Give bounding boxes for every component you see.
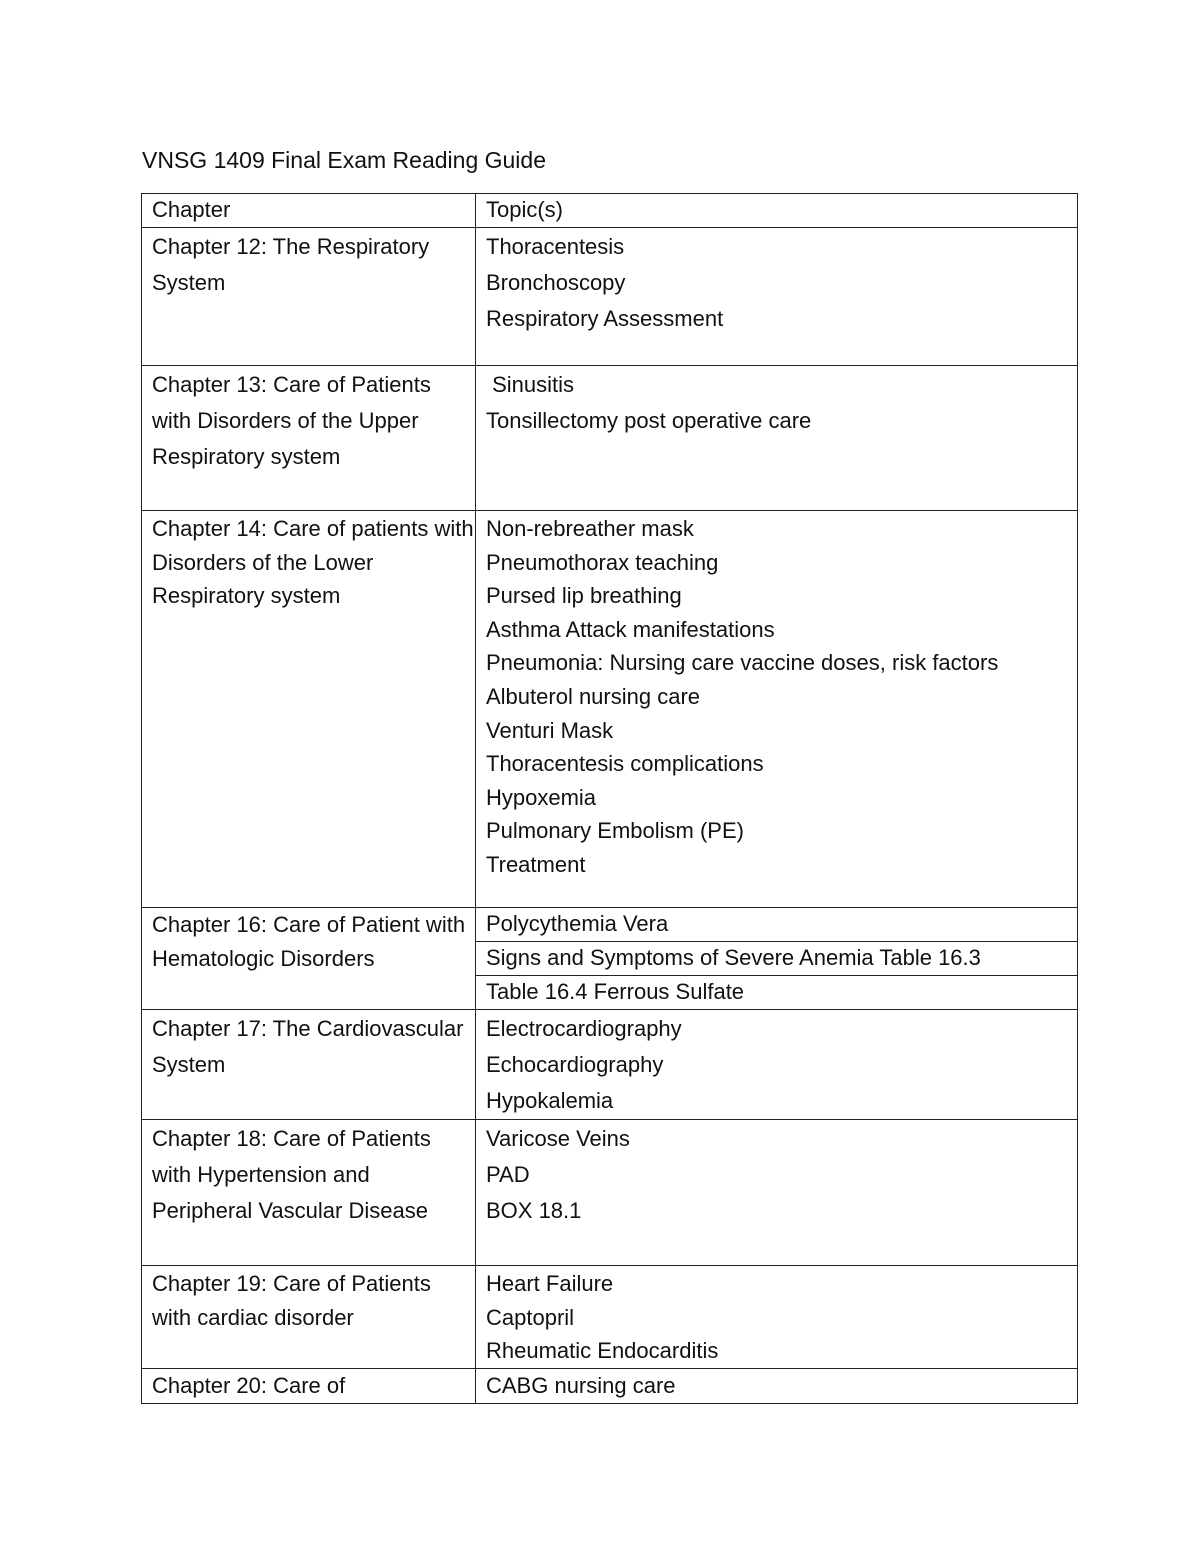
chapter-label: Chapter 20: Care of [152,1372,346,1398]
chapter-label: Chapter 19: Care of Patients with cardiac disorder [152,1271,431,1330]
table-row [142,366,1078,511]
table-row [142,1368,1078,1403]
topic-item: Captopril [486,1304,575,1330]
topic-item: Non-rebreather mask [486,516,694,541]
topic-item: Heart Failure [486,1271,614,1296]
topic-item: Thoracentesis complications [486,751,764,777]
topics-cell [476,942,1078,976]
chapter-label: Chapter 13: Care of Patients with Disorders of the Upper Respiratory system [152,372,431,469]
chapter-label: Chapter 18: Care of Patients with Hypertension and Peripheral Vascular Disease [152,1126,431,1223]
topic-item: Hypoxemia [486,784,597,810]
topic-item: Pursed lip breathing [486,583,682,609]
topics-cell [476,1010,1078,1120]
topic-item: Bronchoscopy [486,270,626,295]
topic-item: Venturi Mask [486,717,614,743]
table-row [142,908,1078,942]
topic-item: PAD [486,1162,530,1187]
topic-item: Albuterol nursing care [486,683,701,709]
table-row [142,1120,1078,1266]
topic-item: Hypokalemia [486,1088,614,1113]
topic-item: Varicose Veins [486,1126,630,1151]
topic-item: Thoracentesis [486,234,625,259]
topic-item: Asthma Attack manifestations [486,616,775,642]
topic-item: Electrocardiography [486,1016,682,1041]
table-row [142,228,1078,366]
chapter-label: Chapter 12: The Respiratory System [152,234,430,295]
chapter-cell [142,366,476,511]
chapter-cell [142,228,476,366]
topics-cell [476,976,1078,1010]
topics-cell [476,1368,1078,1403]
topics-cell [476,1120,1078,1266]
topic-item: BOX 18.1 [486,1198,582,1223]
chapter-label: Chapter 17: The Cardiovascular System [152,1016,464,1077]
table-row [142,511,1078,908]
chapter-label: Chapter 14: Care of patients with Disorders of the Lower Respiratory system [152,516,474,609]
topics-cell [476,228,1078,366]
topic-item: Echocardiography [486,1052,664,1077]
chapter-cell [142,1266,476,1369]
topic-item: Table 16.4 Ferrous Sulfate [486,979,745,1004]
topics-cell [476,511,1078,908]
chapter-cell [142,908,476,1010]
topic-item: Signs and Symptoms of Severe Anemia Table 16.3 [486,945,981,970]
table-row [142,1010,1078,1120]
chapter-cell [142,1368,476,1403]
topic-item: Treatment [486,851,586,877]
topics-cell [476,908,1078,942]
chapter-cell [142,511,476,908]
topic-item: Pulmonary Embolism (PE) [486,818,744,844]
topic-item: Tonsillectomy post operative care [486,408,812,433]
reading-guide-table [141,193,1078,1404]
header-cell-chapter: Chapter [142,194,476,228]
chapter-cell [142,1010,476,1120]
chapter-label: Chapter 16: Care of Patient with Hematologic Disorders [152,912,466,971]
topic-item: Pneumonia: Nursing care vaccine doses, risk factors [486,650,999,676]
table-row [142,1266,1078,1369]
topic-item: Respiratory Assessment [486,306,724,331]
topic-item: CABG nursing care [486,1372,676,1398]
topic-item: Pneumothorax teaching [486,549,719,575]
table-header-row [142,194,1078,228]
header-cell-topics: Topic(s) [476,194,1078,228]
topics-cell [476,1266,1078,1369]
page-title: VNSG 1409 Final Exam Reading Guide [142,147,546,173]
topic-item: Polycythemia Vera [486,911,669,936]
topic-item: Rheumatic Endocarditis [486,1338,719,1364]
topic-item: Sinusitis [486,372,575,397]
topics-cell [476,366,1078,511]
chapter-cell [142,1120,476,1266]
